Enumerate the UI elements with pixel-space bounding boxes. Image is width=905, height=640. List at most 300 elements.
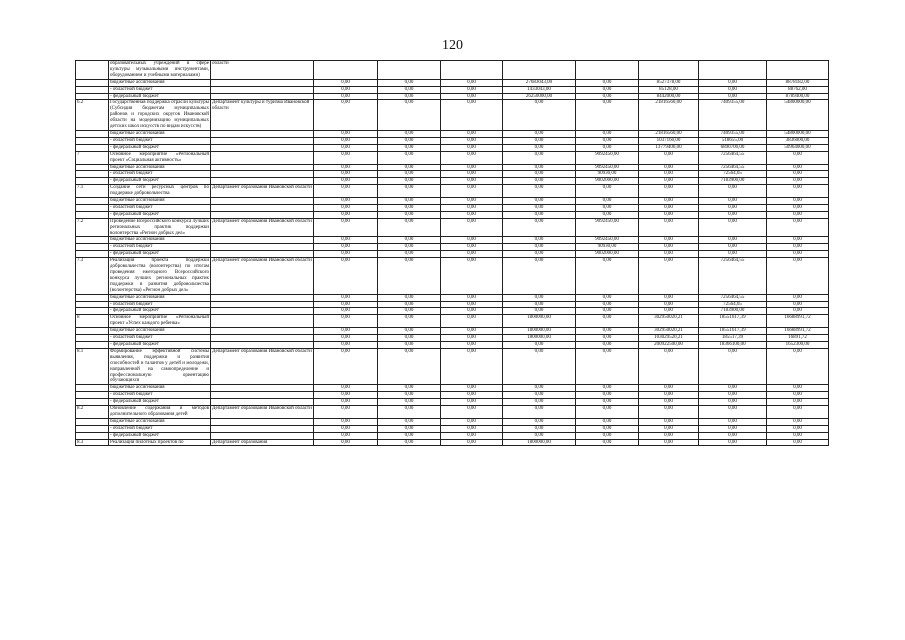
row-executor-cell xyxy=(211,425,314,432)
row-code-cell xyxy=(76,385,109,392)
amount-cell: 0,00 xyxy=(576,198,639,205)
row-code-cell xyxy=(76,244,109,251)
row-executor-cell xyxy=(211,237,314,244)
amount-cell: 21816560,00 xyxy=(639,100,699,131)
row-executor-cell xyxy=(211,399,314,406)
amount-cell xyxy=(576,61,639,80)
amount-cell: 0,00 xyxy=(767,294,829,301)
row-description-cell: бюджетные ассигнования xyxy=(109,294,211,301)
table-row-sub xyxy=(76,211,829,218)
row-code-cell xyxy=(76,86,109,93)
amount-cell: 0,00 xyxy=(503,399,576,406)
amount-cell: 0,00 xyxy=(441,237,503,244)
amount-cell: 8442000,00 xyxy=(639,93,699,100)
amount-cell: 0,00 xyxy=(639,211,699,218)
amount-cell: 8789400,00 xyxy=(767,93,829,100)
amount-cell: 3836000,00 xyxy=(767,137,829,144)
table-row-sub xyxy=(76,198,829,205)
amount-cell: 8527378,00 xyxy=(639,79,699,86)
row-executor-cell xyxy=(211,315,314,328)
amount-cell: 0,00 xyxy=(378,211,441,218)
amount-cell: 18366100,00 xyxy=(699,341,767,348)
row-executor-cell: Департамент культуры и туризма Ивановской области xyxy=(211,100,314,131)
row-description-cell: - федеральный бюджет xyxy=(109,308,211,315)
amount-cell: 16891,72 xyxy=(767,335,829,342)
amount-cell: 0,00 xyxy=(314,100,378,131)
amount-cell: 0,00 xyxy=(314,198,378,205)
amount-cell: 1433043,00 xyxy=(503,86,576,93)
amount-cell: 72564,65 xyxy=(699,171,767,178)
amount-cell: 0,00 xyxy=(314,406,378,419)
amount-cell: 0,00 xyxy=(378,178,441,185)
amount-cell: 0,00 xyxy=(314,308,378,315)
table-row-sub xyxy=(76,328,829,335)
row-code-cell: 7.3 xyxy=(76,258,109,294)
amount-cell: 0,00 xyxy=(441,93,503,100)
amount-cell: 0,00 xyxy=(576,137,639,144)
amount-cell: 0,00 xyxy=(639,218,699,237)
table-row-sub xyxy=(76,137,829,144)
amount-cell: 0,00 xyxy=(576,130,639,137)
amount-cell xyxy=(441,61,503,80)
amount-cell: 0,00 xyxy=(639,406,699,419)
row-code-cell: 7.2 xyxy=(76,218,109,237)
row-executor-cell xyxy=(211,432,314,439)
table-row-main xyxy=(76,258,829,294)
amount-cell: 0,00 xyxy=(699,79,767,86)
amount-cell: 0,00 xyxy=(767,392,829,399)
amount-cell: 0,00 xyxy=(699,439,767,446)
amount-cell: 0,00 xyxy=(767,218,829,237)
amount-cell: 0,00 xyxy=(314,93,378,100)
amount-cell: 0,00 xyxy=(314,164,378,171)
amount-cell: 18551617,39 xyxy=(699,315,767,328)
table-row-sub xyxy=(76,251,829,258)
row-description-cell: - федеральный бюджет xyxy=(109,432,211,439)
row-description-cell: - областной бюджет xyxy=(109,244,211,251)
row-description-cell: - областной бюджет xyxy=(109,425,211,432)
amount-cell: 0,00 xyxy=(503,425,576,432)
amount-cell: 0,00 xyxy=(441,178,503,185)
amount-cell: 0,00 xyxy=(503,348,576,384)
table-row-main xyxy=(76,218,829,237)
amount-cell: 0,00 xyxy=(576,335,639,342)
amount-cell: 103029520,21 xyxy=(639,335,699,342)
row-description-cell: - областной бюджет xyxy=(109,86,211,93)
amount-cell: 0,00 xyxy=(441,185,503,198)
amount-cell: 7256464,55 xyxy=(699,294,767,301)
row-executor-cell xyxy=(211,171,314,178)
row-executor-cell xyxy=(211,301,314,308)
amount-cell: 0,00 xyxy=(503,130,576,137)
amount-cell: 0,00 xyxy=(767,258,829,294)
amount-cell: 0,00 xyxy=(767,211,829,218)
amount-cell: 0,00 xyxy=(639,399,699,406)
amount-cell: 0,00 xyxy=(503,244,576,251)
amount-cell: 0,00 xyxy=(699,399,767,406)
amount-cell: 0,00 xyxy=(503,392,576,399)
table-row-sub xyxy=(76,308,829,315)
amount-cell: 0,00 xyxy=(767,425,829,432)
amount-cell: 0,00 xyxy=(639,244,699,251)
amount-cell: 0,00 xyxy=(441,308,503,315)
row-code-cell: 8 xyxy=(76,315,109,328)
row-executor-cell xyxy=(211,328,314,335)
amount-cell: 0,00 xyxy=(378,328,441,335)
amount-cell: 7256464,55 xyxy=(699,258,767,294)
row-executor-cell: Департамент образования xyxy=(211,439,314,446)
row-executor-cell xyxy=(211,341,314,348)
row-description-cell: Проведение Всероссийского конкурса лучших региональных практик поддержки волонтерства «Регион добрых дел» xyxy=(110,218,209,236)
table-body xyxy=(76,61,829,446)
row-description-cell: бюджетные ассигнования xyxy=(109,130,211,137)
row-description-cell: Основное мероприятие «Региональный проект «Успех каждого ребенка» xyxy=(110,315,209,327)
amount-cell: 0,00 xyxy=(314,328,378,335)
amount-cell: 0,00 xyxy=(503,144,576,151)
amount-cell: 302950020,21 xyxy=(639,328,699,335)
row-description-cell: Формирование эффективной системы выявления, поддержки и развития способностей и талантов у детей и молодежи, направленной на самоопределение и профессиональную ориентацию обучающихся xyxy=(110,348,209,384)
row-code-cell xyxy=(76,93,109,100)
amount-cell: 0,00 xyxy=(441,151,503,164)
amount-cell xyxy=(699,61,767,80)
row-description-cell: Основное мероприятие «Региональный проект «Социальная активность» xyxy=(110,151,209,163)
row-executor-cell xyxy=(211,164,314,171)
row-executor-cell xyxy=(211,251,314,258)
table-row-sub xyxy=(76,425,829,432)
row-code-cell xyxy=(76,418,109,425)
amount-cell: 0,00 xyxy=(441,328,503,335)
amount-cell: 8878182,00 xyxy=(767,79,829,86)
amount-cell: 0,00 xyxy=(699,425,767,432)
row-description-cell: бюджетные ассигнования xyxy=(109,237,211,244)
amount-cell: 0,00 xyxy=(576,86,639,93)
amount-cell: 0,00 xyxy=(441,385,503,392)
row-executor-cell xyxy=(211,211,314,218)
amount-cell: 0,00 xyxy=(441,335,503,342)
amount-cell: 0,00 xyxy=(699,348,767,384)
amount-cell: 0,00 xyxy=(576,185,639,198)
amount-cell: 0,00 xyxy=(503,432,576,439)
amount-cell: 0,00 xyxy=(378,218,441,237)
amount-cell: 0,00 xyxy=(441,218,503,237)
row-code-cell xyxy=(76,130,109,137)
amount-cell: 0,00 xyxy=(767,237,829,244)
table-row-sub xyxy=(76,335,829,342)
amount-cell: 0,00 xyxy=(639,251,699,258)
amount-cell: 0,00 xyxy=(767,385,829,392)
amount-cell: 0,00 xyxy=(378,244,441,251)
amount-cell: 0,00 xyxy=(639,258,699,294)
amount-cell: 0,00 xyxy=(314,432,378,439)
amount-cell: 0,00 xyxy=(441,100,503,131)
amount-cell: 16688991,72 xyxy=(767,315,829,328)
amount-cell: 0,00 xyxy=(314,137,378,144)
amount-cell: 0,00 xyxy=(441,418,503,425)
table-row-main xyxy=(76,406,829,419)
row-code-cell xyxy=(76,251,109,258)
amount-cell xyxy=(378,61,441,80)
amount-cell: 0,00 xyxy=(314,237,378,244)
table-row-sub xyxy=(76,301,829,308)
amount-cell: 0,00 xyxy=(441,258,503,294)
row-description-cell: бюджетные ассигнования xyxy=(109,79,211,86)
amount-cell: 200922500,00 xyxy=(639,341,699,348)
amount-cell: 0,00 xyxy=(441,211,503,218)
amount-cell: 0,00 xyxy=(639,151,699,164)
amount-cell: 0,00 xyxy=(576,211,639,218)
amount-cell: 0,00 xyxy=(639,171,699,178)
row-code-cell xyxy=(76,164,109,171)
table-row-sub xyxy=(76,392,829,399)
amount-cell: 6890700,00 xyxy=(699,144,767,151)
row-description-cell: - областной бюджет xyxy=(109,392,211,399)
amount-cell: 0,00 xyxy=(503,137,576,144)
amount-cell: 0,00 xyxy=(503,258,576,294)
amount-cell: 0,00 xyxy=(639,385,699,392)
row-code-cell xyxy=(76,178,109,185)
row-code-cell xyxy=(76,294,109,301)
amount-cell: 0,00 xyxy=(699,392,767,399)
row-description-cell: - федеральный бюджет xyxy=(109,399,211,406)
amount-cell: 0,00 xyxy=(767,198,829,205)
amount-cell: 0,00 xyxy=(699,218,767,237)
row-executor-cell: области xyxy=(211,61,314,80)
amount-cell: 0,00 xyxy=(441,425,503,432)
row-description-cell: - областной бюджет xyxy=(109,204,211,211)
amount-cell: 0,00 xyxy=(699,418,767,425)
amount-cell: 72564,65 xyxy=(699,301,767,308)
amount-cell: 0,00 xyxy=(441,406,503,419)
amount-cell: 0,00 xyxy=(378,86,441,93)
amount-cell: 7256464,55 xyxy=(699,164,767,171)
amount-cell: 0,00 xyxy=(767,406,829,419)
row-executor-cell xyxy=(211,137,314,144)
amount-cell: 0,00 xyxy=(576,348,639,384)
table-row-sub xyxy=(76,294,829,301)
row-code-cell xyxy=(76,204,109,211)
row-executor-cell xyxy=(211,178,314,185)
row-executor-cell: Департамент образования Ивановской области xyxy=(211,406,314,419)
amount-cell: 0,00 xyxy=(639,432,699,439)
amount-cell: 0,00 xyxy=(576,439,639,446)
amount-cell: 0,00 xyxy=(576,258,639,294)
amount-cell: 0,00 xyxy=(503,171,576,178)
amount-cell: 0,00 xyxy=(503,211,576,218)
amount-cell: 185517,39 xyxy=(699,335,767,342)
amount-cell: 54800000,00 xyxy=(767,100,829,131)
amount-cell: 7183900,00 xyxy=(699,308,767,315)
amount-cell: 0,00 xyxy=(503,100,576,131)
amount-cell: 0,00 xyxy=(378,392,441,399)
table-row-sub xyxy=(76,178,829,185)
amount-cell: 0,00 xyxy=(699,385,767,392)
amount-cell: 0,00 xyxy=(767,244,829,251)
amount-cell: 1800000,00 xyxy=(503,315,576,328)
amount-cell: 0,00 xyxy=(314,86,378,93)
row-code-cell xyxy=(76,432,109,439)
row-code-cell xyxy=(76,61,109,80)
row-executor-cell xyxy=(211,198,314,205)
amount-cell: 0,00 xyxy=(639,348,699,384)
row-code-cell: 7 xyxy=(76,151,109,164)
row-description-cell: - федеральный бюджет xyxy=(109,251,211,258)
row-code-cell xyxy=(76,144,109,151)
table-row-sub xyxy=(76,204,829,211)
amount-cell: 0,00 xyxy=(503,308,576,315)
table-row-sub xyxy=(76,418,829,425)
amount-cell: 0,00 xyxy=(441,294,503,301)
amount-cell: 0,00 xyxy=(441,204,503,211)
amount-cell: 16688991,72 xyxy=(767,328,829,335)
amount-cell: 0,00 xyxy=(441,392,503,399)
row-description-cell: - федеральный бюджет xyxy=(109,144,211,151)
row-code-cell xyxy=(76,328,109,335)
amount-cell: 0,00 xyxy=(503,198,576,205)
amount-cell: 0,00 xyxy=(378,439,441,446)
table-row-sub xyxy=(76,237,829,244)
amount-cell: 0,00 xyxy=(441,315,503,328)
row-code-cell xyxy=(76,335,109,342)
amount-cell: 0,00 xyxy=(441,244,503,251)
amount-cell: 0,00 xyxy=(314,211,378,218)
amount-cell: 0,00 xyxy=(767,171,829,178)
amount-cell: 0,00 xyxy=(314,385,378,392)
row-description-cell: - областной бюджет xyxy=(109,171,211,178)
row-description-cell: Реализация пилотных проектов по xyxy=(109,439,211,446)
amount-cell: 0,00 xyxy=(314,439,378,446)
amount-cell: 0,00 xyxy=(639,392,699,399)
row-description-cell: Реализация проекта поддержки добровольчества (волонтерства) по итогам проведения ежегодного Всероссийского конкурса лучших региональных практик поддержки и развития добровольчества (волонтерства) «Регион добрых дел» xyxy=(110,258,209,293)
amount-cell: 0,00 xyxy=(767,204,829,211)
amount-cell: 27683043,00 xyxy=(503,79,576,86)
amount-cell: 0,00 xyxy=(699,185,767,198)
page-number: 120 xyxy=(442,38,463,53)
amount-cell: 0,00 xyxy=(378,432,441,439)
budget-table xyxy=(75,60,829,446)
amount-cell: 0,00 xyxy=(699,244,767,251)
amount-cell: 0,00 xyxy=(314,178,378,185)
row-executor-cell xyxy=(211,130,314,137)
amount-cell: 0,00 xyxy=(639,198,699,205)
amount-cell: 0,00 xyxy=(378,185,441,198)
amount-cell: 0,00 xyxy=(576,301,639,308)
amount-cell: 0,00 xyxy=(441,399,503,406)
amount-cell: 0,00 xyxy=(314,144,378,151)
budget-table-sheet xyxy=(75,60,828,446)
amount-cell: 0,00 xyxy=(378,335,441,342)
table-row-sub xyxy=(76,244,829,251)
row-code-cell xyxy=(76,198,109,205)
amount-cell: 85128,00 xyxy=(639,86,699,93)
amount-cell: 90930,00 xyxy=(576,244,639,251)
row-code-cell xyxy=(76,341,109,348)
row-executor-cell xyxy=(211,385,314,392)
amount-cell: 1800000,00 xyxy=(503,439,576,446)
row-code-cell xyxy=(76,137,109,144)
amount-cell: 0,00 xyxy=(314,301,378,308)
amount-cell: 54800000,00 xyxy=(767,130,829,137)
amount-cell: 1800000,00 xyxy=(503,335,576,342)
amount-cell: 0,00 xyxy=(378,385,441,392)
amount-cell: 0,00 xyxy=(314,399,378,406)
row-description-cell: бюджетные ассигнования xyxy=(109,385,211,392)
amount-cell: 0,00 xyxy=(576,93,639,100)
row-code-cell xyxy=(76,308,109,315)
row-code-cell xyxy=(76,425,109,432)
table-row-main xyxy=(76,185,829,198)
row-code-cell xyxy=(76,237,109,244)
amount-cell: 0,00 xyxy=(314,218,378,237)
amount-cell: 0,00 xyxy=(314,185,378,198)
table-row-sub xyxy=(76,86,829,93)
amount-cell: 0,00 xyxy=(767,178,829,185)
amount-cell: 0,00 xyxy=(576,100,639,131)
amount-cell: 0,00 xyxy=(639,237,699,244)
row-description-cell: - областной бюджет xyxy=(109,335,211,342)
amount-cell: 0,00 xyxy=(639,164,699,171)
row-executor-cell xyxy=(211,244,314,251)
amount-cell: 0,00 xyxy=(639,185,699,198)
amount-cell: 0,00 xyxy=(503,237,576,244)
row-executor-cell: Департамент образования Ивановской области xyxy=(211,185,314,198)
amount-cell: 0,00 xyxy=(378,301,441,308)
amount-cell: 0,00 xyxy=(767,301,829,308)
row-description-cell: - федеральный бюджет xyxy=(109,341,211,348)
table-row-text xyxy=(76,61,829,80)
row-description-cell: - федеральный бюджет xyxy=(109,211,211,218)
amount-cell: 0,00 xyxy=(576,308,639,315)
amount-cell: 0,00 xyxy=(576,204,639,211)
amount-cell: 0,00 xyxy=(314,348,378,384)
amount-cell: 0,00 xyxy=(314,392,378,399)
amount-cell: 0,00 xyxy=(576,144,639,151)
amount-cell: 0,00 xyxy=(639,439,699,446)
amount-cell: 21816560,00 xyxy=(639,130,699,137)
amount-cell: 0,00 xyxy=(441,341,503,348)
amount-cell: 0,00 xyxy=(378,315,441,328)
row-code-cell: 6.2 xyxy=(76,100,109,131)
row-executor-cell xyxy=(211,79,314,86)
row-description-cell: - федеральный бюджет xyxy=(109,93,211,100)
amount-cell: 0,00 xyxy=(639,178,699,185)
amount-cell: 0,00 xyxy=(576,399,639,406)
amount-cell: 0,00 xyxy=(576,406,639,419)
amount-cell: 0,00 xyxy=(639,425,699,432)
amount-cell: 0,00 xyxy=(378,258,441,294)
amount-cell: 0,00 xyxy=(378,144,441,151)
amount-cell: 0,00 xyxy=(639,418,699,425)
amount-cell: 0,00 xyxy=(767,418,829,425)
amount-cell: 50964000,00 xyxy=(767,144,829,151)
amount-cell: 0,00 xyxy=(503,251,576,258)
amount-cell: 0,00 xyxy=(314,341,378,348)
amount-cell: 9002000,00 xyxy=(576,178,639,185)
amount-cell: 9002000,00 xyxy=(576,251,639,258)
amount-cell: 0,00 xyxy=(314,251,378,258)
amount-cell: 0,00 xyxy=(314,335,378,342)
amount-cell: 18551617,39 xyxy=(699,328,767,335)
row-code-cell: 8.2 xyxy=(76,406,109,419)
amount-cell: 0,00 xyxy=(639,308,699,315)
amount-cell: 0,00 xyxy=(576,79,639,86)
amount-cell: 0,00 xyxy=(503,151,576,164)
amount-cell: 0,00 xyxy=(767,164,829,171)
amount-cell: 13779400,00 xyxy=(639,144,699,151)
amount-cell: 9092450,00 xyxy=(576,164,639,171)
amount-cell: 0,00 xyxy=(576,418,639,425)
amount-cell: 0,00 xyxy=(378,164,441,171)
amount-cell: 0,00 xyxy=(503,294,576,301)
